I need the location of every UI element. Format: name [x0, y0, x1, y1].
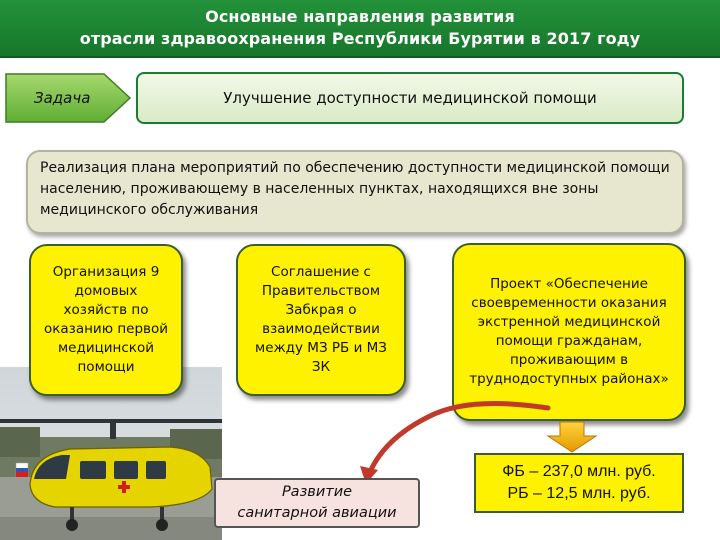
- development-line2: санитарной авиации: [237, 505, 397, 521]
- measure-text: Организация 9 домовых хозяйств по оказанию первой медицинской помощи: [43, 264, 169, 375]
- funding-fb: ФБ – 237,0 млн. руб.: [502, 463, 656, 480]
- measure-text: Проект «Обеспечение своевременности оказания экстренной медицинской помощи гражданам, проживающим в труднодоступных районах»: [469, 276, 669, 387]
- development-line1: Развитие: [281, 484, 353, 500]
- header-title-line1: Основные направления развития: [205, 7, 515, 26]
- funding-box: [474, 453, 684, 513]
- aviation-development-box: [214, 478, 420, 528]
- task-label: Задача: [34, 89, 91, 107]
- down-arrow-icon: [548, 422, 596, 452]
- implementation-text: Реализация плана мероприятий по обеспечению доступности медицинской помощи населению, проживающему в населенных пунктах, находящихся вне зоны медицинского обслуживания: [40, 160, 670, 218]
- funding-rb: РБ – 12,5 млн. руб.: [507, 485, 651, 502]
- measure-text: Соглашение с Правительством Забкрая о взаимодействии между МЗ РБ и МЗ ЗК: [255, 264, 387, 375]
- goal-text: Улучшение доступности медицинской помощи: [223, 89, 597, 107]
- header-title-line2: отрасли здравоохранения Республики Бурятии в 2017 году: [79, 29, 641, 48]
